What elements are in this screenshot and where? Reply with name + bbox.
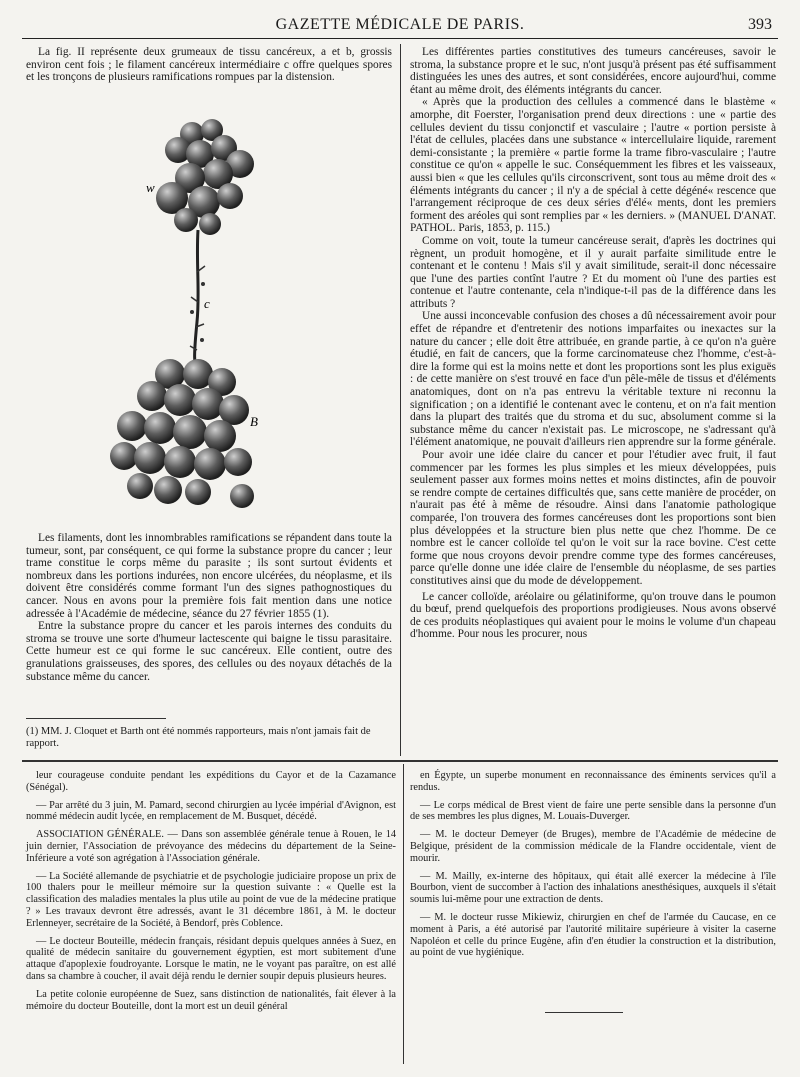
news-text: — Dans son assemblée générale tenue à Rouen, le 14 juin dernier, l'Association de prévoyance des médecins du département de la Seine-Inférieure a voté son agrégation à l'Association générale.	[26, 829, 397, 864]
tissue-cluster-b	[110, 359, 254, 508]
left-column-top	[26, 46, 392, 84]
section-rule	[22, 760, 778, 762]
paragraph: Les différentes parties constitutives des tumeurs cancéreuses, savoir le stroma, la substance propre et le suc, n'ont jusqu'à présent pas été suffisamment distinguées les unes des autres, et sont considérées, encore aujourd'hui, comme étant au même droit, des éléments intégrants du cancer.	[410, 46, 776, 96]
paragraph: Pour avoir une idée claire du cancer et pour l'étudier avec fruit, il faut commencer par les formes les plus simples et les mieux développées, puis seulement passer aux formes moins nettes et moins distinctes, afin de pouvoir se rendre compte de certaines difficultés que, sans cette manière de procéder, on n'aurait pas été à même de résoudre. Ainsi dans l'anatomie pathologique comparée, l'on trouvera des formes cancéreuses dont les proportions sont bien plus développées et la structure bien plus nette que chez l'homme. De ce nombre est le cancer colloïde tel qu'on le voit sur la race bovine. C'est cette forme que nous croyons devoir prendre comme type des formes cancéreuses, parce qu'elle donne une idée claire de l'ensemble du néoplasme, de ses parties constitutives ainsi que du mode de développement.	[410, 449, 776, 587]
paragraph: Comme on voit, toute la tumeur cancéreuse serait, d'après les doctrines qui règnent, un produit homogène, et il y aurait parfaite similitude entre le contenant et le contenu ! Mais s'il y avait similitude, serait-il donc nécessaire que l'une des parties contînt l'autre ? Et du moment où l'une des parties est contenue et l'autre contenante, cela n'indique-t-il pas de la différence dans les attributs ?	[410, 234, 776, 310]
filament-c	[190, 230, 205, 374]
news-item: leur courageuse conduite pendant les expéditions du Cayor et de la Cazamance (Sénégal).	[26, 770, 396, 793]
news-item: — Le corps médical de Brest vient de faire une perte sensible dans la personne d'un de ses membres les plus dignes, M. Louais-Duverger.	[410, 799, 776, 823]
news-item: — M. le docteur russe Mikiewiz, chirurgien en chef de l'armée du Caucase, en ce moment à Paris, a été autorisé par l'autorité militaire supérieure à visiter la caserne Napoléon et celle du prince Eugène, afin d'en étudier la construction et la distribution, au point de vue hygiénique.	[410, 911, 776, 959]
news-left-column	[26, 770, 396, 1018]
news-item	[26, 829, 396, 864]
label-w: w	[146, 180, 155, 195]
label-b: B	[250, 414, 258, 429]
news-item: en Égypte, un superbe monument en reconnaissance des éminents services qu'il a rendus.	[410, 770, 776, 793]
quotation: « Après que la production des cellules a commencé dans le blastème « amorphe, dit Foerster, l'organisation prend deux directions : une « partie des cellules devient du tissu conjonctif et vasculaire ; l'autre « portion persiste à l'état de cellules, placées dans une substance « intercellulaire liquide, rarement demi-consistante ; la première « partie forme la trame fibro-vasculaire ; l'autre constitue ce qu'on « appelle le suc. Conséquemment les fibres et les vaisseaux, aussi bien « que les cellules qu'ils circonscrivent, sont tous au même droit des « éléments intégrants du cancer ; il n'y a de spécial à cette dégéné« rescence que l'arrangement réciproque de ces deux séries d'élé« ments, dont les premiers forment des aréoles qui sont remplies par « les derniers. » (MANUEL D'ANAT. PATHOL. Paris, 1853, p. 115.)	[410, 96, 776, 235]
news-item: — M. le docteur Demeyer (de Bruges), membre de l'Académie de médecine de Belgique, président de la commission médicale de la Flandre occidentale, vient de mourir.	[410, 829, 776, 864]
news-item: — La Société allemande de psychiatrie et de psychologie judiciaire propose un prix de 100 thalers pour le meilleur mémoire sur la question suivante : « Quelle est la classification des maladies mentales la plus utile au point de vue de la médecine pratique ? » Les travaux devront être adressés, avant le 31 décembre 1861, à M. le docteur Erlenneyer, secrétaire de la Société, à Bendorf, près Coblence.	[26, 870, 396, 929]
column-divider	[400, 44, 401, 756]
journal-title: GAZETTE MÉDICALE DE PARIS.	[275, 16, 525, 33]
tissue-cluster-a	[156, 119, 254, 235]
paragraph: Les filaments, dont les innombrables ramifications se répandent dans toute la tumeur, sont, par conséquent, ce qui forme la substance propre du cancer ; leur trame constitue le corps même du parasite ; ils sont surtout évidents et nombreux dans les portions indurées, non encore ulcérées, du néoplasme, et ils doivent être considérés comme formant l'un des signes pathognostiques du cancer. Nous en avons pour la première fois fait mention dans une notice adressée à l'Académie de médecine, séance du 27 février 1855 (1).	[26, 532, 392, 620]
news-item: — M. Mailly, ex-interne des hôpitaux, qui était allé exercer la médecine à l'île Bourbon, vient de succomber à l'action des inhalations anesthésiques, auxquels il s'était soumis lui-même pour une extraction de dents.	[410, 870, 776, 906]
paragraph: Entre la substance propre du cancer et les parois internes des conduits du stroma se trouve une sorte d'humeur lactescente qui baigne le tissu parasitaire. Cette humeur est ce qui forme le suc cancéreux. Elle contient, outre des granulations graisseuses, des spores, des cellules ou des noyaux détachés de la substance même du cancer.	[26, 620, 392, 683]
right-column	[410, 46, 776, 641]
paragraph: Le cancer colloïde, aréolaire ou gélatiniforme, qu'on trouve dans le poumon du bœuf, prend quelquefois des proportions prodigieuses. Nous avons observé de ces produits néoplastiques qui avaient pour le moins le volume d'un chapeau d'homme. Pour nous les procurer, nous	[410, 590, 776, 641]
news-item: La petite colonie européenne de Suez, sans distinction de nationalités, fait élever à la mémoire du docteur Bouteille, dont la mort est un deuil général	[26, 988, 396, 1012]
news-item: — Le docteur Bouteille, médecin français, résidant depuis quelques années à Suez, en qualité de médecin sanitaire du gouvernement égyptien, est mort subitement d'une attaque d'apoplexie foudroyante. Lorsque le matin, ne le voyant pas paraître, on est allé dans sa chambre à coucher, il avait déjà rendu le dernier soupir depuis plusieurs heures.	[26, 935, 396, 982]
news-column-divider	[403, 764, 404, 1064]
figure-caption: La fig. II représente deux grumeaux de tissu cancéreux, a et b, grossis environ cent fois ; le filament cancéreux intermédiaire c offre quelques spores et les tronçons de plusieurs ramifications rompues par la distension.	[26, 46, 392, 84]
news-item: — Par arrêté du 3 juin, M. Pamard, second chirurgien au lycée impérial d'Avignon, est nommé médecin audit lycée, en remplacement de M. Busquet, décédé.	[26, 799, 396, 823]
label-c: c	[204, 296, 210, 311]
footnote: (1) MM. J. Cloquet et Barth ont été nommés rapporteurs, mais n'ont jamais fait de rapport.	[26, 726, 371, 749]
figure-cancer-tissue	[100, 112, 275, 517]
news-right-column	[410, 770, 776, 965]
left-column-body	[26, 532, 392, 683]
news-heading: ASSOCIATION GÉNÉRALE.	[36, 829, 164, 841]
page-number: 393	[748, 16, 772, 33]
footnote-rule	[26, 718, 166, 719]
paragraph: Une aussi inconcevable confusion des choses a dû nécessairement avoir pour effet de répandre et d'entretenir des notions imparfaites ou inexactes sur la nature du cancer ; elle doit être attribuée, en grande partie, à ce qu'on n'a guère étudié, en fait de cancers, que la forme carcinomateuse chez l'homme, c'est-à-dire la forme qui est la moins nette et dont les proportions sont les plus exiguës : de cette manière on s'est trouvé en face d'un pêle-mêle de tissus et d'éléments anatomiques, dont on n'a pas entrevu la véritable texture ni reconnu la signification ; on a identifié le contenant avec le contenu, et on n'a fait mention dans la plupart des traités que du stroma et du suc, absolument comme si la substance même du cancer n'existait pas. Le microscope, ne s'adressant qu'à l'élément anatomique, ne pouvait d'ailleurs rien apprendre sur la forme générale.	[410, 310, 776, 449]
running-header	[22, 14, 778, 39]
end-rule	[545, 1012, 623, 1013]
